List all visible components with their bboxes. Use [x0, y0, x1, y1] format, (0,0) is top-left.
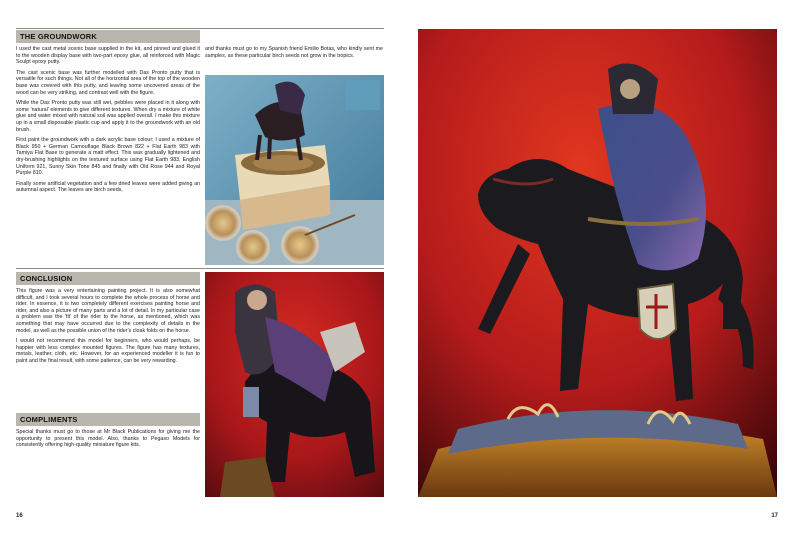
- rider-photo-illustration: [205, 272, 384, 497]
- groundwork-paragraph: The cast scenic base was further modelled with Das Pronto putty that is versatile for such things. Not all of the horizontal area of the top of the wooden base was covered with this putty, and leaving some uncovered areas of the wood can be very striking, and contrast well with the figure.: [16, 69, 200, 96]
- groundwork-photo-illustration: [205, 75, 384, 265]
- main-figure-photo: [418, 29, 777, 497]
- section-divider: [16, 268, 384, 269]
- groundwork-heading: THE GROUNDWORK: [16, 30, 200, 43]
- groundwork-text: [16, 46, 200, 198]
- top-divider: [16, 28, 384, 29]
- conclusion-paragraph: I would not recommend this model for beginners, who would perhaps, be happier with less complex mounted figures. The figure has many textures, metals, leather, cloth, etc. However, for an experienced modeller it is fun to paint and the final result, with some patience, can be very rewarding.: [16, 338, 200, 364]
- compliments-text: [16, 429, 200, 453]
- groundwork-continued: and thanks must go to my Spanish friend Emilio Botas, who kindly sent me samples, as these particular birch seeds not grow in the tropics.: [205, 46, 383, 59]
- conclusion-text: [16, 288, 200, 369]
- rider-photo: [205, 272, 384, 497]
- groundwork-photo: [205, 75, 384, 265]
- conclusion-heading: CONCLUSION: [16, 272, 200, 285]
- right-page: [400, 0, 800, 533]
- groundwork-paragraph: While the Das Pronto putty was still wet, pebbles were placed in it along with some 'natural' elements to give different textures. When dry a mixture of white glue and water mixed with natural soil was applied overall. I make this mixture up in a small disposable plastic cup and apply it to the groundwork with an old brush.: [16, 100, 200, 133]
- groundwork-paragraph: I used the cast metal scenic base supplied in the kit, and pinned and glued it to the wooden display base with two-part epoxy glue, all reinforced with Magic Sculpt epoxy putty.: [16, 46, 200, 66]
- page-number-right: 17: [771, 513, 778, 519]
- groundwork-paragraph: First paint the groundwork with a dark acrylic base colour; I used a mixture of Black 950 + German Camouflage Black Brown 822 + Flat Earth 983 with Tamiya Flat Base to generate a matt effect. This was gradually lightened and dry-brushing highlights on the textured surface using Flat Earth 983, English Uniform 921, Sunny Skin Tone 845 and finally with Old Rose 944 and Royal Purple 810.: [16, 137, 200, 177]
- page-number-left: 16: [16, 513, 23, 519]
- conclusion-paragraph: This figure was a very entertaining painting project. It is also somewhat difficult, and I took several hours to complete the whole process of horse and rider. In essence, it is two completely different exercises painting horse and rider, and also a picture of many parts and a lot of detail. In my particular case a problem was the 'fit' of the rider to the horse, as mentioned, which was something that may have occurred due to the complexity of details in the model, as well as the possible union of the rider's cloak folds on the horse.: [16, 288, 200, 334]
- compliments-heading: COMPLIMENTS: [16, 413, 200, 426]
- groundwork-paragraph: Finally some artificial vegetation and a few dried leaves were added giving an autumnal aspect. The leaves are birch seeds,: [16, 180, 200, 194]
- main-figure-illustration: [418, 29, 777, 497]
- compliments-paragraph: Special thanks must go to those at Mr Black Publications for giving me the opportunity to present this model. Also, thanks to Pegaso Models for consistently offering high-quality miniature figure kits.: [16, 429, 200, 449]
